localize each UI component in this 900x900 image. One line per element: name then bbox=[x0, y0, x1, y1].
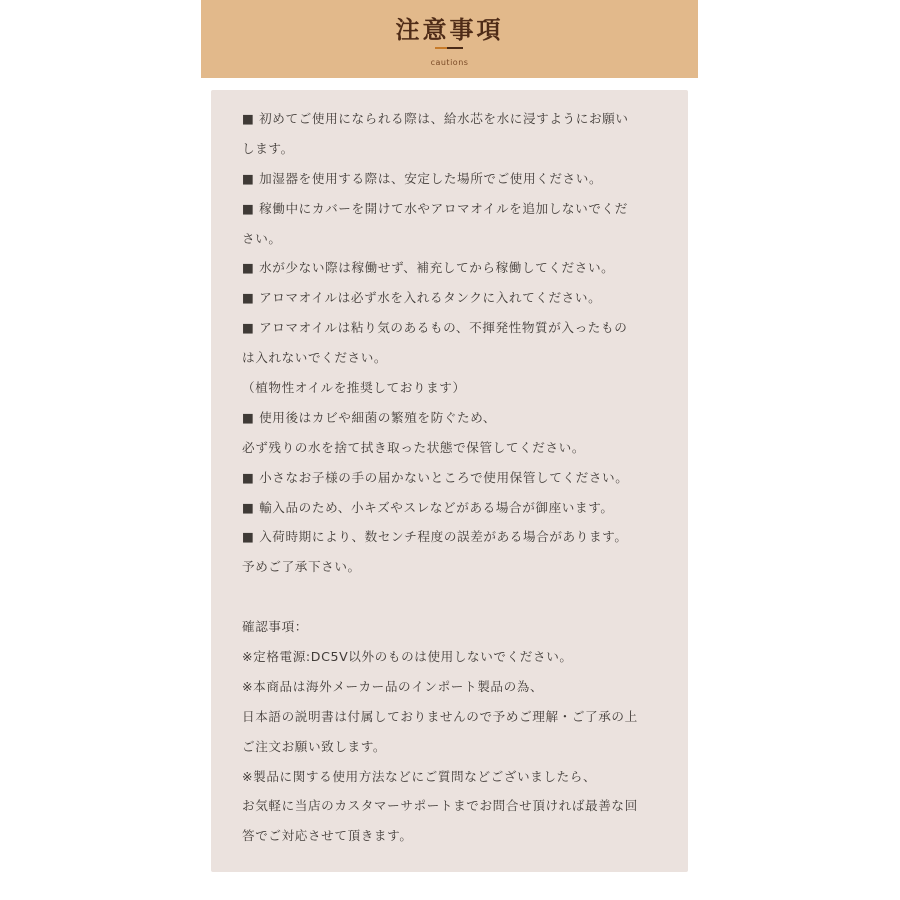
caution-line: ■ アロマオイルは必ず水を入れるタンクに入れてください。 bbox=[242, 290, 602, 306]
confirmation-line: 答でご対応させて頂きます。 bbox=[242, 828, 413, 844]
confirmation-line: ※定格電源:DC5V以外のものは使用しないでください。 bbox=[242, 649, 573, 665]
confirmation-line: お気軽に当店のカスタマーサポートまでお問合せ頂ければ最善な回 bbox=[242, 798, 638, 814]
title-divider bbox=[435, 47, 463, 49]
page-title: 注意事項 bbox=[395, 16, 504, 44]
caution-line: ■ 使用後はカビや細菌の繁殖を防ぐため、 bbox=[242, 409, 497, 425]
caution-line: さい。 bbox=[242, 230, 282, 246]
caution-line: 予めご了承下さい。 bbox=[242, 559, 361, 575]
caution-line: します。 bbox=[242, 140, 294, 156]
caution-line: ■ 入荷時期により、数センチ程度の誤差がある場合があります。 bbox=[242, 529, 628, 545]
cautions-panel bbox=[211, 90, 688, 872]
caution-line: ■ 加湿器を使用する際は、安定した場所でご使用ください。 bbox=[242, 170, 603, 186]
confirmation-line: ※製品に関する使用方法などにご質問などございましたら、 bbox=[242, 768, 597, 784]
header-banner bbox=[201, 0, 698, 78]
title-divider-accent bbox=[435, 47, 447, 49]
confirmation-line: 日本語の説明書は付属しておりませんので予めご理解・ご了承の上 bbox=[242, 708, 638, 724]
caution-line: ■ 水が少ない際は稼働せず、補充してから稼働してください。 bbox=[242, 260, 615, 276]
confirmation-line: ご注文お願い致します。 bbox=[242, 738, 387, 754]
confirmation-line: ※本商品は海外メーカー品のインポート製品の為、 bbox=[242, 678, 544, 694]
caution-line: は入れないでください。 bbox=[242, 350, 388, 366]
caution-line: （植物性オイルを推奨しております） bbox=[242, 380, 466, 396]
page-subtitle: cautions bbox=[430, 58, 469, 67]
blank-line bbox=[242, 582, 682, 612]
caution-line: ■ 初めてご使用になられる際は、給水芯を水に浸すようにお願い bbox=[242, 111, 629, 126]
confirmation-heading: 確認事項： bbox=[242, 619, 308, 635]
caution-line: ■ 輸入品のため、小キズやスレなどがある場合が御座います。 bbox=[242, 499, 614, 515]
caution-line: ■ アロマオイルは粘り気のあるもの、不揮発性物質が入ったもの bbox=[242, 320, 628, 336]
caution-line: ■ 稼働中にカバーを開けて水やアロマオイルを追加しないでくだ bbox=[242, 200, 628, 216]
caution-line: 必ず残りの水を捨て拭き取った状態で保管してください。 bbox=[242, 439, 586, 455]
caution-line: ■ 小さなお子様の手の届かないところで使用保管してください。 bbox=[242, 469, 629, 485]
cautions-text bbox=[242, 104, 682, 851]
